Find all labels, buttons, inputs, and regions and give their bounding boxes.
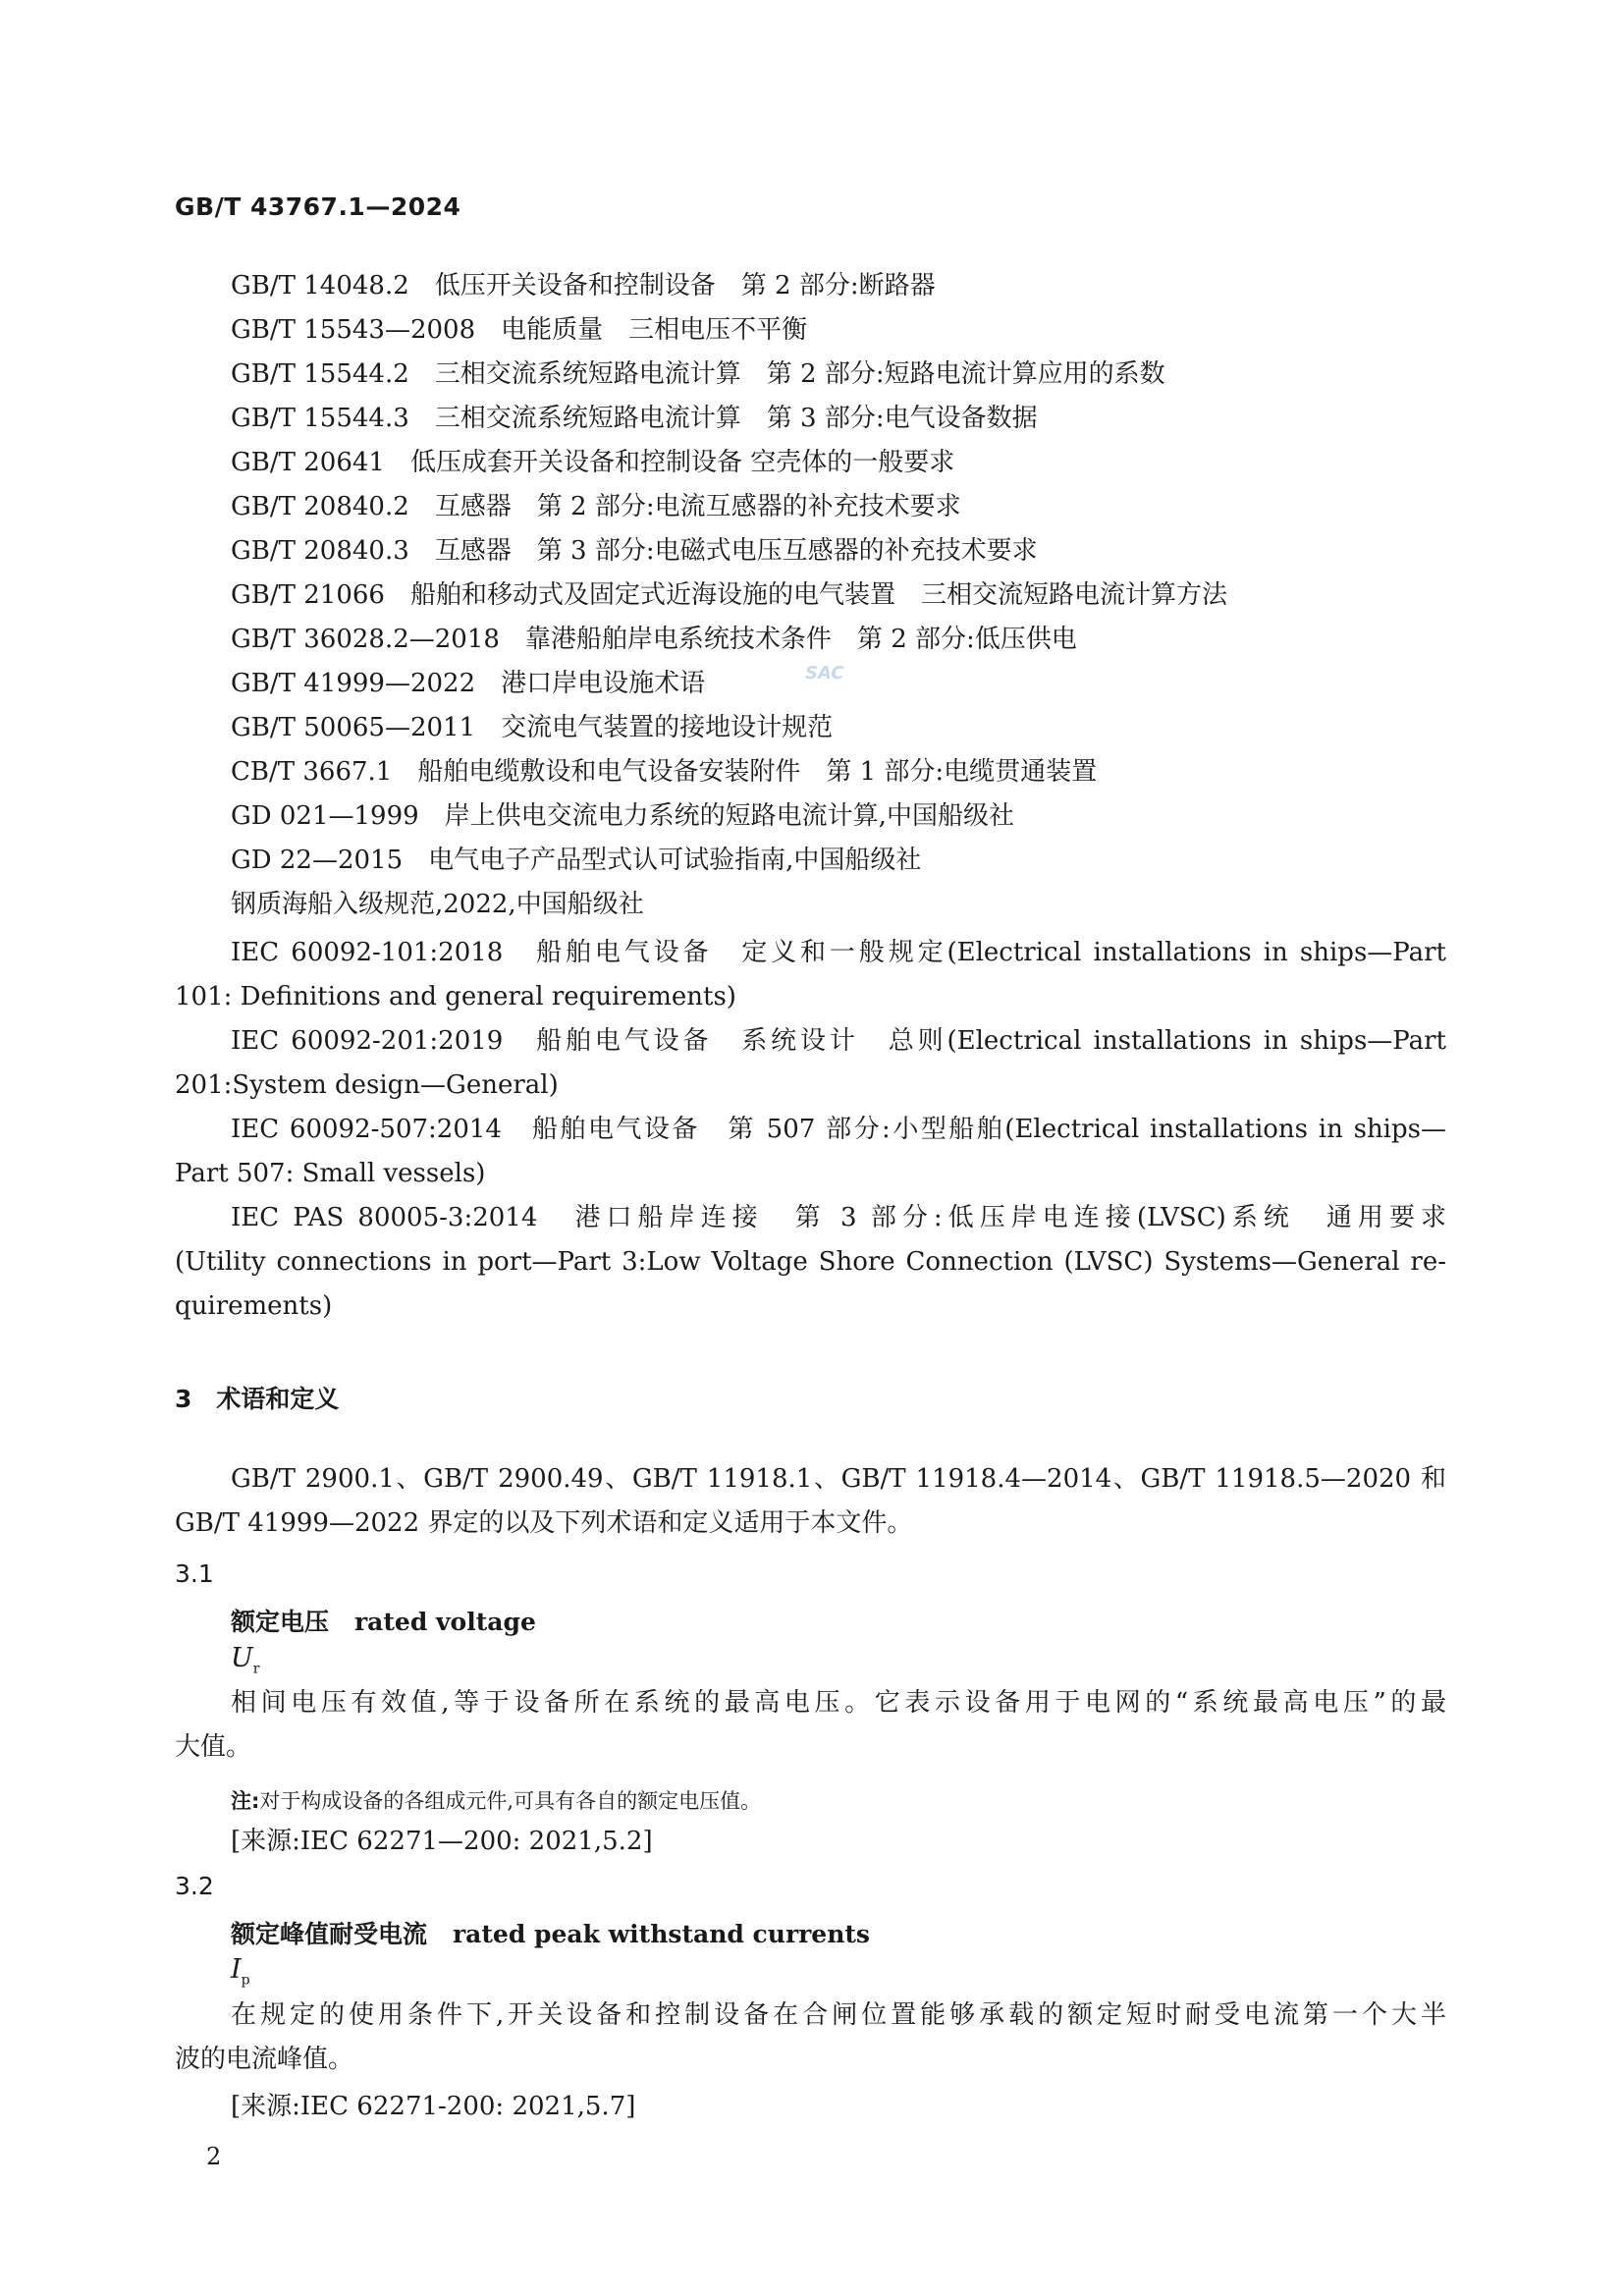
reference-item: 钢质海船入级规范,2022,中国船级社 [231,890,644,919]
term-note [231,1785,761,1815]
section-heading: 3 术语和定义 [175,1385,340,1413]
reference-item: GB/T 41999—2022 港口岸电设施术语 [231,669,706,698]
reference-item: GB/T 20840.3 互感器 第 3 部分:电磁式电压互感器的补充技术要求 [231,536,1038,566]
iec-reference-line: IEC 60092-201:2019 船舶电气设备 系统设计 总则(Electrical installations in ships—Part [231,1026,1446,1056]
reference-item: GB/T 20840.2 互感器 第 2 部分:电流互感器的补充技术要求 [231,492,961,521]
note-label: 注: [231,1789,260,1813]
document-header: GB/T 43767.1—2024 [175,192,461,221]
reference-item: GB/T 15543—2008 电能质量 三相电压不平衡 [231,315,808,345]
reference-item: GD 021—1999 岸上供电交流电力系统的短路电流计算,中国船级社 [231,801,1014,831]
iec-reference-line: IEC 60092-101:2018 船舶电气设备 定义和一般规定(Electrical installations in ships—Part [231,938,1446,967]
iec-reference-line: 201:System design—General) [175,1070,559,1100]
iec-reference-line: 101: Definitions and general requirements) [175,982,736,1011]
term-title-en: rated peak withstand currents [453,1920,871,1948]
term-title [231,1603,536,1638]
term-title-en: rated voltage [354,1608,536,1636]
iec-reference-line: Part 507: Small vessels) [175,1159,486,1188]
iec-reference-line: quirements) [175,1291,333,1321]
symbol-subscript: p [241,1972,250,1989]
iec-reference-line: IEC 60092-507:2014 船舶电气设备 第 507 部分:小型船舶(Electrical installations in ships— [231,1115,1446,1144]
reference-item: GB/T 20641 低压成套开关设备和控制设备 空壳体的一般要求 [231,448,955,477]
term-number: 3.1 [175,1559,214,1588]
reference-item: GB/T 15544.2 三相交流系统短路电流计算 第 2 部分:短路电流计算应用的系数 [231,359,1165,389]
term-number: 3.2 [175,1872,214,1900]
reference-item: CB/T 3667.1 船舶电缆敷设和电气设备安装附件 第 1 部分:电缆贯通装置 [231,757,1098,787]
term-symbol [231,1954,250,1988]
watermark-logo: SAC [805,663,844,683]
term-source: [来源:IEC 62271—200: 2021,5.2] [231,1827,653,1856]
term-definition: 在规定的使用条件下,开关设备和控制设备在合闸位置能够承载的额定短时耐受电流第一个大半 [231,2000,1446,2030]
term-definition: 大值。 [175,1732,252,1762]
term-source: [来源:IEC 62271-200: 2021,5.7] [231,2092,636,2121]
iec-reference-line: (Utility connections in port—Part 3:Low Voltage Shore Connection (LVSC) Systems—General re- [175,1247,1446,1277]
reference-item: GD 22—2015 电气电子产品型式认可试验指南,中国船级社 [231,846,922,875]
note-text: 对于构成设备的各组成元件,可具有各自的额定电压值。 [259,1789,762,1813]
iec-reference-line: IEC PAS 80005-3:2014 港口船岸连接 第 3 部分:低压岸电连接(LVSC)系统 通用要求 [231,1203,1446,1232]
term-title-zh: 额定峰值耐受电流 [231,1920,428,1948]
reference-item: GB/T 14048.2 低压开关设备和控制设备 第 2 部分:断路器 [231,271,936,301]
reference-item: GB/T 36028.2—2018 靠港船舶岸电系统技术条件 第 2 部分:低压供电 [231,625,1077,654]
symbol-letter: I [231,1954,242,1985]
symbol-letter: U [231,1643,253,1673]
term-symbol [231,1643,259,1676]
reference-item: GB/T 50065—2011 交流电气装置的接地设计规范 [231,713,834,742]
reference-item: GB/T 21066 船舶和移动式及固定式近海设施的电气装置 三相交流短路电流计算方法 [231,580,1227,610]
term-title [231,1915,870,1950]
symbol-subscript: r [252,1661,260,1677]
reference-item: GB/T 15544.3 三相交流系统短路电流计算 第 3 部分:电气设备数据 [231,404,1038,433]
term-definition: 相间电压有效值,等于设备所在系统的最高电压。它表示设备用于电网的“系统最高电压”的最 [231,1688,1446,1718]
section-intro: GB/T 41999—2022 界定的以及下列术语和定义适用于本文件。 [175,1508,913,1538]
term-title-zh: 额定电压 [231,1608,330,1636]
section-intro: GB/T 2900.1、GB/T 2900.49、GB/T 11918.1、GB/T 11918.4—2014、GB/T 11918.5—2020 和 [231,1464,1446,1494]
term-definition: 波的电流峰值。 [175,2045,354,2074]
page-number: 2 [206,2143,222,2170]
